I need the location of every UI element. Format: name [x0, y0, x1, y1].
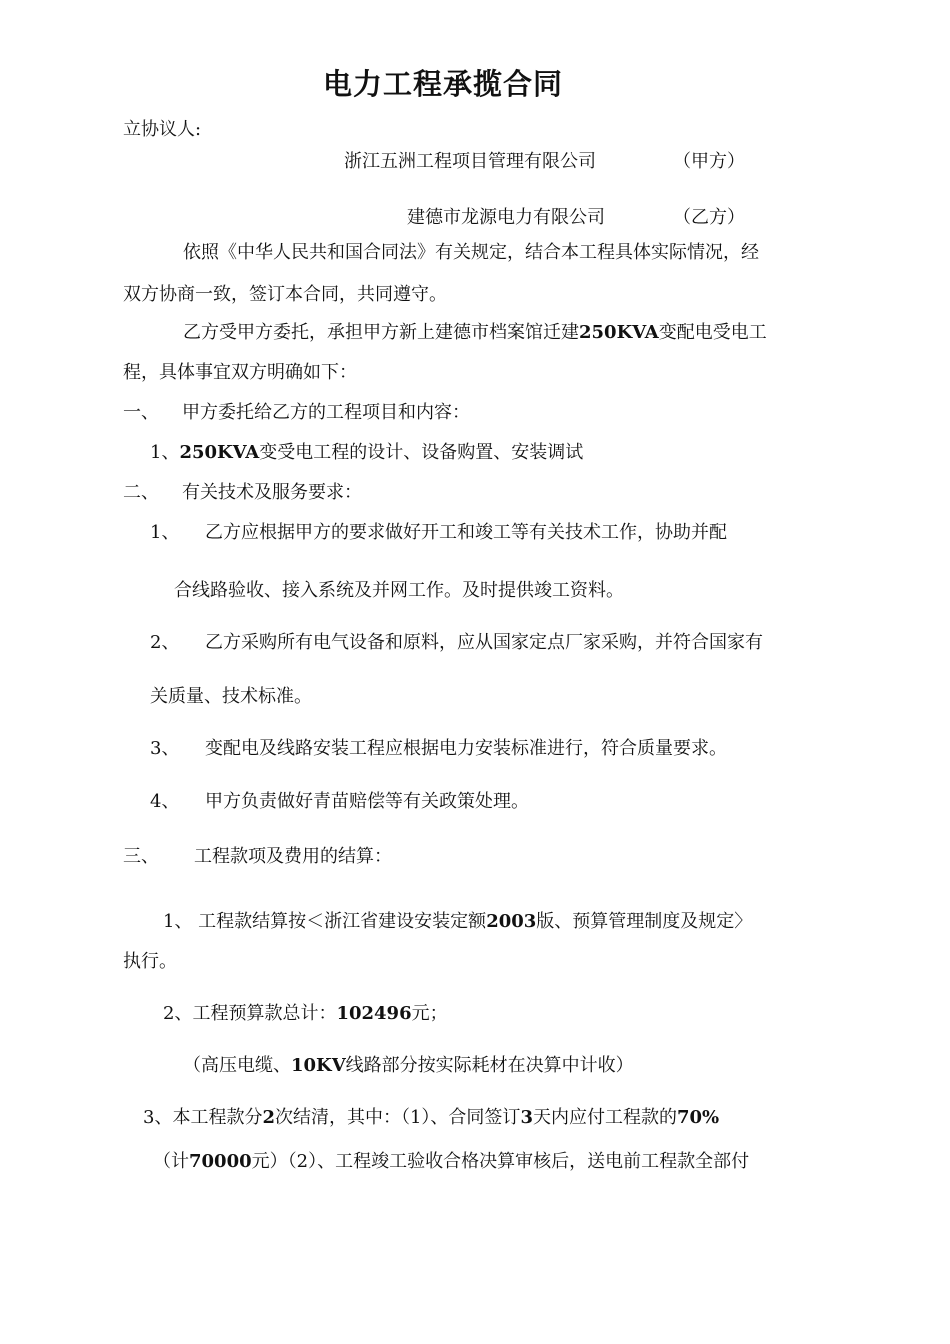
section-3-item-1-year: 2003 [486, 911, 537, 932]
section-2-item-2-line-2: 关质量、技术标准。 [150, 686, 312, 707]
section-2-number: 二、 [123, 482, 159, 503]
section-3-item-3-l2-text-b: 元）（2）、工程竣工验收合格决算审核后，送电前工程款全部付 [251, 1151, 750, 1172]
intro-line-2: 双方协商一致，签订本合同，共同遵守。 [123, 284, 447, 305]
section-1-number: 一、 [123, 402, 159, 423]
section-1-item-1-capacity: 250KVA [179, 442, 260, 463]
section-3-item-3-line-2 [153, 1150, 749, 1174]
section-3-heading: 工程款项及费用的结算： [194, 846, 392, 867]
section-1-item-1 [150, 441, 583, 465]
section-2-item-4-num: 4、 [150, 791, 180, 812]
scope-intro-text-a: 乙方受甲方委托，承担甲方新上建德市档案馆迁建 [183, 322, 579, 343]
section-2-heading: 有关技术及服务要求： [182, 482, 362, 503]
section-3-item-3-l2-amount: 70000 [189, 1151, 252, 1172]
section-3-item-3-text-c: 天内应付工程款的 [532, 1107, 677, 1128]
section-2-item-3-num: 3、 [150, 738, 180, 759]
scope-intro-line-2: 程，具体事宜双方明确如下： [123, 362, 357, 383]
section-3-item-3-percent: 70% [676, 1107, 720, 1128]
section-1-item-1-num: 1、 [150, 442, 180, 463]
intro-line-1: 依照《中华人民共和国合同法》有关规定，结合本工程具体实际情况，经 [183, 242, 759, 263]
section-1-heading: 甲方委托给乙方的工程项目和内容： [182, 402, 470, 423]
section-2-item-1-line-2: 合线路验收、接入系统及并网工作。及时提供竣工资料。 [174, 580, 624, 601]
section-3-item-2-amount: 102496 [336, 1003, 412, 1024]
section-3-item-3-count: 2 [262, 1107, 275, 1128]
party-b-role: （乙方） [673, 207, 745, 228]
section-3-item-3-text-a: 3、本工程款分 [143, 1107, 263, 1128]
section-1-item-1-text: 变受电工程的设计、设备购置、安装调试 [259, 442, 584, 463]
section-3-item-3-l2-text-a: （计 [153, 1151, 189, 1172]
section-3-item-2-note-b: 线路部分按实际耗材在决算中计收） [345, 1055, 634, 1076]
section-3-item-2-note [183, 1054, 634, 1078]
section-3-item-3-line-1 [143, 1106, 719, 1130]
section-3-item-2-unit: 元； [411, 1003, 448, 1024]
section-3-number: 三、 [123, 846, 159, 867]
section-2-item-4-line-1: 甲方负责做好青苗赔偿等有关政策处理。 [205, 791, 529, 812]
section-2-item-2-num: 2、 [150, 632, 180, 653]
section-3-item-1-line-2: 执行。 [123, 951, 177, 972]
section-2-item-2-line-1: 乙方采购所有电气设备和原料，应从国家定点厂家采购，并符合国家有 [205, 632, 763, 653]
party-b-name: 建德市龙源电力有限公司 [407, 207, 605, 228]
section-3-item-1-text-b: 版、预算管理制度及规定〉 [536, 911, 753, 932]
section-3-item-2-label: 2、工程预算款总计： [163, 1003, 337, 1024]
section-3-item-2-note-voltage: 10KV [291, 1055, 346, 1076]
section-3-item-2-note-a: （高压电缆、 [183, 1055, 291, 1076]
section-3-item-3-days: 3 [520, 1107, 533, 1128]
document-title: 电力工程承揽合同 [322, 67, 563, 101]
scope-intro-text-b: 变配电受电工 [658, 322, 767, 343]
section-3-item-3-text-b: 次结清，其中：（1）、合同签订 [274, 1107, 521, 1128]
section-3-item-2 [163, 1002, 448, 1026]
scope-intro-capacity: 250KVA [579, 322, 659, 343]
scope-intro-line-1 [183, 321, 767, 345]
section-3-item-1-text-a: 1、 工程款结算按＜浙江省建设安装定额 [163, 911, 487, 932]
party-a-name: 浙江五洲工程项目管理有限公司 [344, 151, 596, 172]
section-2-item-1-num: 1、 [150, 522, 180, 543]
section-2-item-1-line-1: 乙方应根据甲方的要求做好开工和竣工等有关技术工作，协助并配 [205, 522, 727, 543]
parties-label: 立协议人: [123, 119, 202, 140]
section-2-item-3-line-1: 变配电及线路安装工程应根据电力安装标准进行，符合质量要求。 [205, 738, 727, 759]
party-a-role: （甲方） [673, 151, 745, 172]
section-3-item-1-line-1 [163, 910, 752, 934]
